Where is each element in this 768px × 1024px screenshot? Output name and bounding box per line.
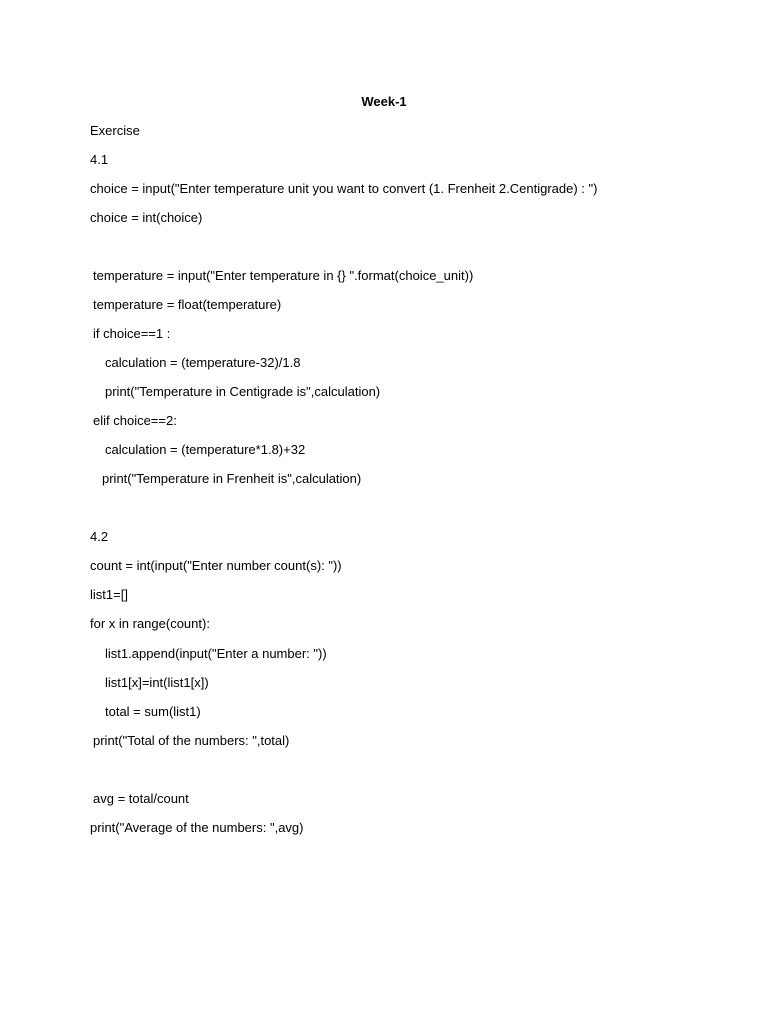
code-line: calculation = (temperature-32)/1.8 <box>105 355 301 370</box>
code-line: temperature = input("Enter temperature in {} ".format(choice_unit)) <box>93 268 474 283</box>
code-line: choice = int(choice) <box>90 210 203 225</box>
exercise-number: 4.2 <box>90 529 109 544</box>
code-line: list1.append(input("Enter a number: ")) <box>105 646 327 661</box>
exercise-number: 4.1 <box>90 152 109 167</box>
code-line: choice = input("Enter temperature unit you want to convert (1. Frenheit 2.Centigrade) : ") <box>90 181 598 196</box>
code-line: print("Temperature in Centigrade is",calculation) <box>105 384 381 399</box>
code-line: count = int(input("Enter number count(s): ")) <box>90 558 342 573</box>
code-line: if choice==1 : <box>93 326 171 341</box>
section-label: Exercise <box>90 123 140 138</box>
code-line: list1[x]=int(list1[x]) <box>105 675 209 690</box>
code-line: print("Temperature in Frenheit is",calculation) <box>102 471 362 486</box>
code-line: avg = total/count <box>93 791 189 806</box>
code-line: temperature = float(temperature) <box>93 297 282 312</box>
code-line: print("Average of the numbers: ",avg) <box>90 820 304 835</box>
code-line: list1=[] <box>90 587 128 602</box>
document-title: Week-1 <box>361 94 407 109</box>
code-line: print("Total of the numbers: ",total) <box>93 733 290 748</box>
code-line: for x in range(count): <box>90 616 210 631</box>
code-line: elif choice==2: <box>93 413 177 428</box>
code-line: calculation = (temperature*1.8)+32 <box>105 442 306 457</box>
code-line: total = sum(list1) <box>105 704 201 719</box>
